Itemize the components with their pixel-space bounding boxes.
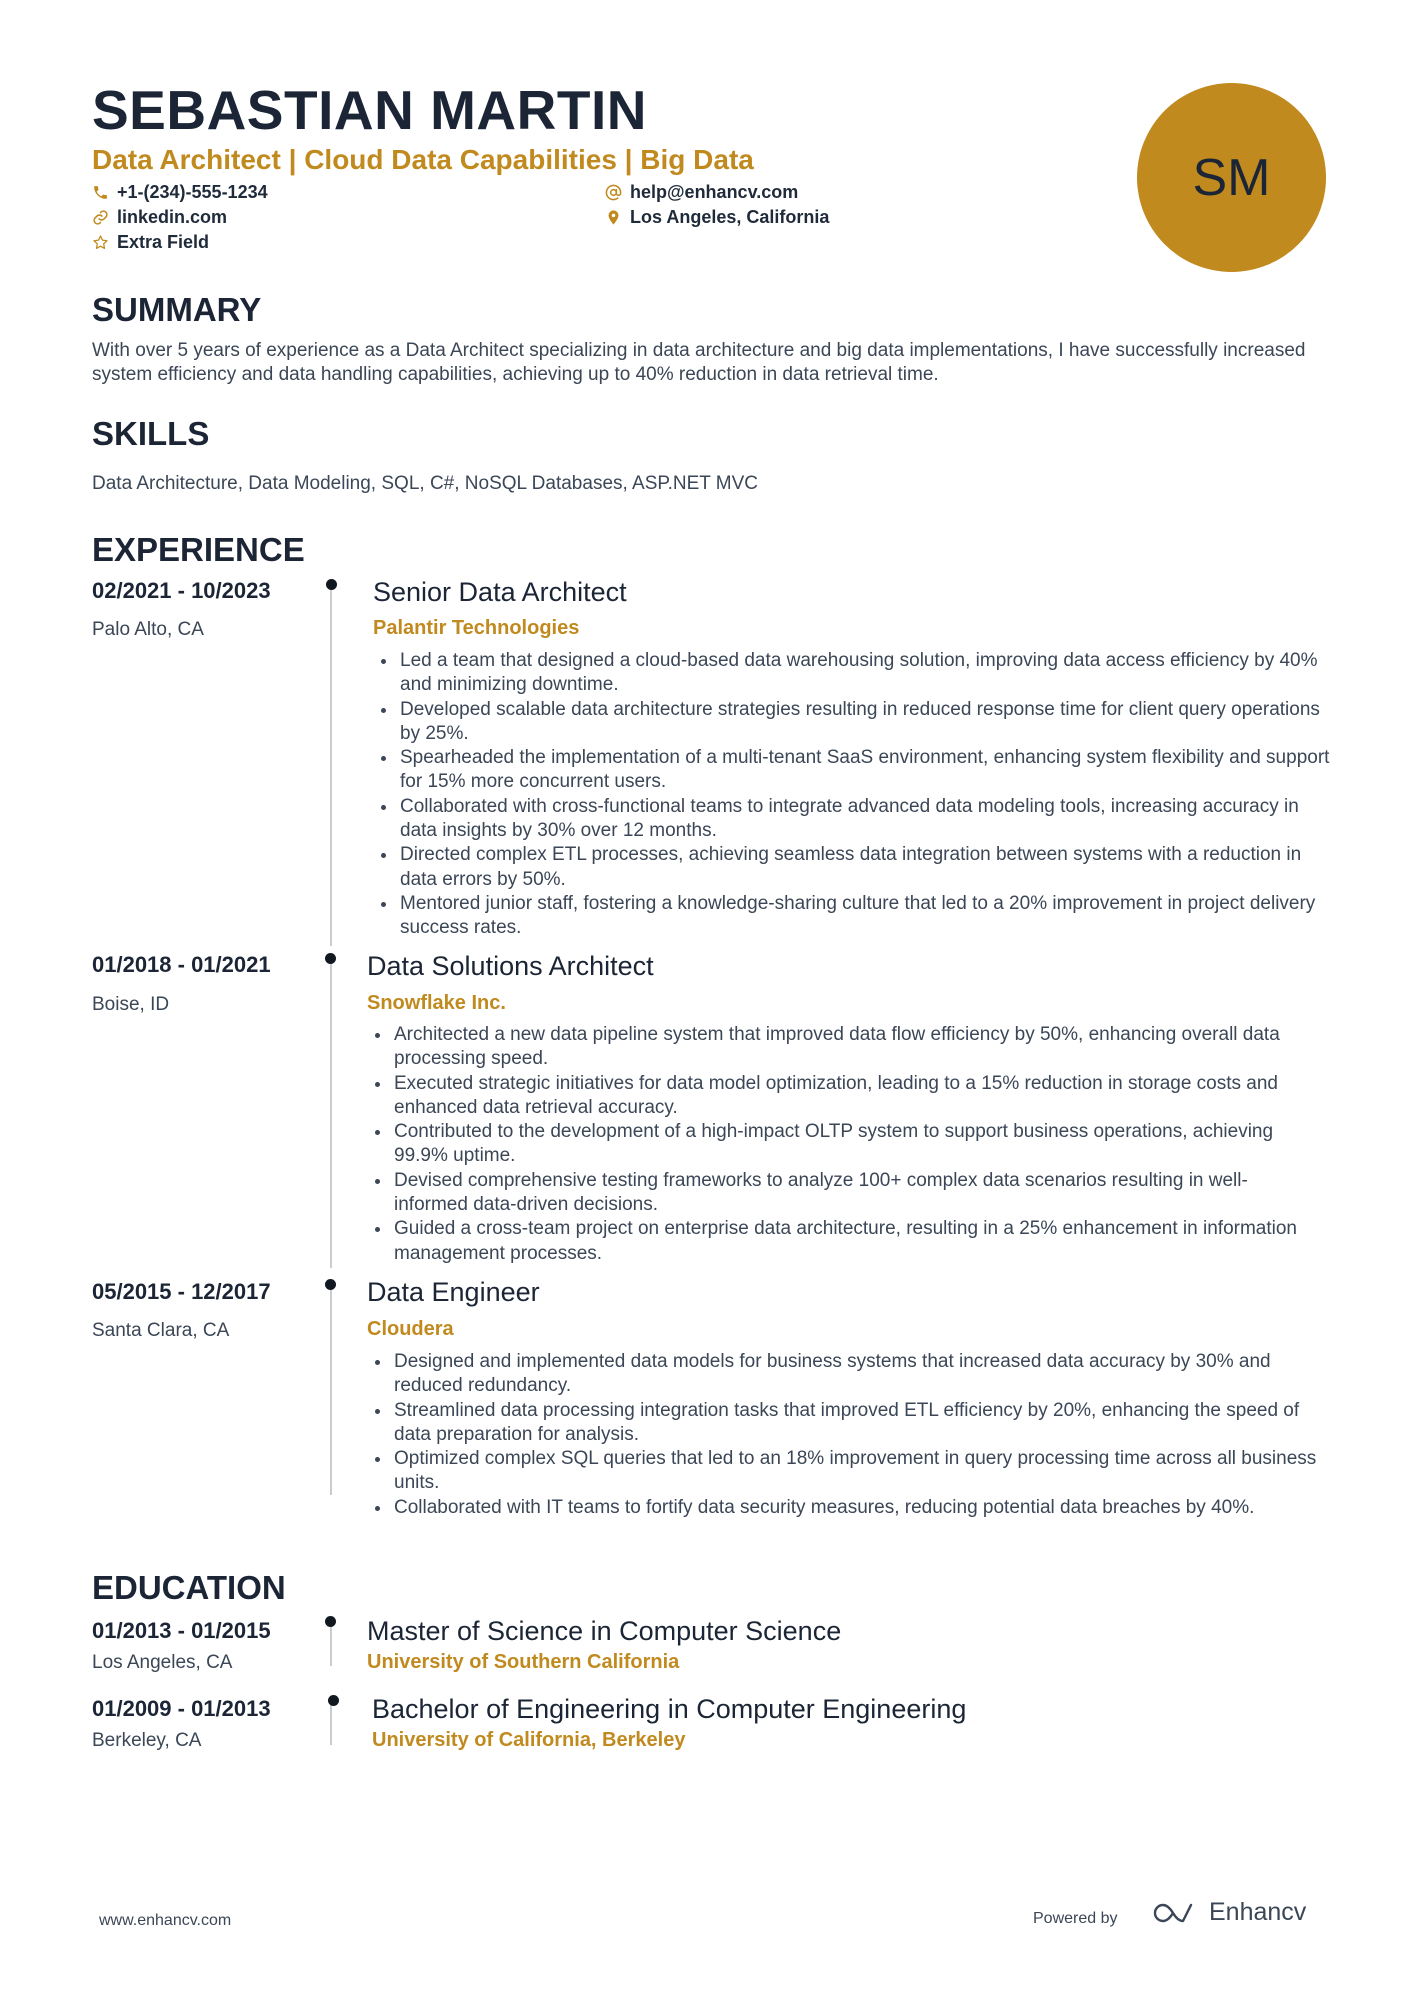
- education-dates: 01/2009 - 01/2013: [92, 1696, 271, 1721]
- education-school: University of California, Berkeley: [372, 1729, 686, 1751]
- location-text: Los Angeles, California: [630, 207, 830, 227]
- list-item: Designed and implemented data models for business systems that increased data accuracy by 30% and reduced redundancy.: [367, 1350, 1333, 1399]
- job-company: Palantir Technologies: [373, 617, 580, 639]
- education-degree: Master of Science in Computer Science: [367, 1616, 842, 1646]
- footer-website[interactable]: www.enhancv.com: [99, 1912, 232, 1929]
- job-role: Senior Data Architect: [373, 577, 627, 607]
- summary-text: With over 5 years of experience as a Data Architect specializing in data architecture and big data implementations, I have successfully increased system efficiency and data handling capabilities, achieving up to 40% reduction in data retrieval time.: [92, 340, 1306, 385]
- education-dates: 01/2013 - 01/2015: [92, 1618, 271, 1643]
- headline: Data Architect | Cloud Data Capabilities | Big Data: [92, 144, 754, 175]
- list-item: Contributed to the development of a high-impact OLTP system to support business operations, achieving 99.9% uptime.: [367, 1120, 1317, 1169]
- job-bullets: [367, 1023, 1317, 1266]
- education-degree: Bachelor of Engineering in Computer Engineering: [372, 1694, 967, 1724]
- education-location: Berkeley, CA: [92, 1730, 202, 1751]
- star-icon: [92, 234, 109, 251]
- job-bullets: [367, 1350, 1333, 1520]
- timeline-line: [330, 1287, 332, 1495]
- job-bullets: [373, 649, 1333, 941]
- timeline-line: [330, 960, 332, 1268]
- timeline-line: [330, 588, 332, 946]
- list-item: Streamlined data processing integration tasks that improved ETL efficiency by 20%, enhancing the speed of data preparation for analysis.: [367, 1399, 1333, 1448]
- list-item: Devised comprehensive testing frameworks to analyze 100+ complex data scenarios resulting in well-informed data-driven decisions.: [367, 1169, 1317, 1218]
- job-role: Data Solutions Architect: [367, 951, 654, 981]
- list-item: Developed scalable data architecture strategies resulting in reduced response time for client query operations by 25%.: [373, 698, 1333, 747]
- contact-email: [605, 182, 798, 203]
- timeline-dot: [325, 1279, 336, 1290]
- timeline-dot: [325, 1616, 336, 1627]
- timeline-dot: [325, 953, 336, 964]
- candidate-name: SEBASTIAN MARTIN: [92, 79, 647, 141]
- contact-linkedin: [92, 207, 227, 228]
- job-dates: 02/2021 - 10/2023: [92, 578, 271, 603]
- timeline-dot: [328, 1695, 339, 1706]
- job-location: Santa Clara, CA: [92, 1320, 230, 1341]
- list-item: Spearheaded the implementation of a multi-tenant SaaS environment, enhancing system flexibility and support for 15% more concurrent users.: [373, 746, 1333, 795]
- list-item: Collaborated with cross-functional teams to integrate advanced data modeling tools, increasing accuracy in data insights by 30% over 12 months.: [373, 795, 1333, 844]
- contact-phone: [92, 182, 268, 203]
- footer-powered-by: Powered by: [1033, 1910, 1118, 1927]
- education-location: Los Angeles, CA: [92, 1652, 233, 1673]
- at-icon: [605, 184, 622, 201]
- phone-icon: [92, 184, 109, 201]
- job-company: Snowflake Inc.: [367, 992, 506, 1014]
- list-item: Directed complex ETL processes, achieving seamless data integration between systems with a reduction in data errors by 50%.: [373, 843, 1333, 892]
- list-item: Led a team that designed a cloud-based data warehousing solution, improving data access efficiency by 40% and minimizing downtime.: [373, 649, 1333, 698]
- list-item: Architected a new data pipeline system that improved data flow efficiency by 50%, enhancing overall data processing speed.: [367, 1023, 1317, 1072]
- phone-text: +1-(234)-555-1234: [117, 182, 268, 202]
- contact-extra: [92, 232, 209, 253]
- enhancv-logo-icon: [1153, 1901, 1199, 1925]
- skills-text: Data Architecture, Data Modeling, SQL, C#, NoSQL Databases, ASP.NET MVC: [92, 473, 759, 494]
- avatar: SM: [1137, 83, 1326, 272]
- enhancv-wordmark: Enhancv: [1209, 1898, 1307, 1926]
- link-icon: [92, 209, 109, 226]
- linkedin-link[interactable]: linkedin.com: [117, 207, 228, 227]
- summary-title: SUMMARY: [92, 291, 262, 328]
- job-dates: 05/2015 - 12/2017: [92, 1279, 271, 1304]
- experience-title: EXPERIENCE: [92, 531, 305, 568]
- timeline-line: [330, 1705, 332, 1745]
- email-link[interactable]: help@enhancv.com: [630, 182, 799, 202]
- contact-location: [605, 207, 829, 228]
- education-school: University of Southern California: [367, 1651, 680, 1673]
- map-pin-icon: [605, 209, 622, 226]
- skills-title: SKILLS: [92, 415, 210, 452]
- job-role: Data Engineer: [367, 1277, 540, 1307]
- job-location: Boise, ID: [92, 994, 170, 1015]
- timeline-dot: [326, 579, 337, 590]
- education-title: EDUCATION: [92, 1569, 286, 1606]
- list-item: Executed strategic initiatives for data model optimization, leading to a 15% reduction in storage costs and enhanced data retrieval accuracy.: [367, 1072, 1317, 1121]
- list-item: Optimized complex SQL queries that led to an 18% improvement in query processing time across all business units.: [367, 1447, 1333, 1496]
- enhancv-logo[interactable]: [1153, 1898, 1306, 1927]
- job-dates: 01/2018 - 01/2021: [92, 952, 271, 977]
- list-item: Collaborated with IT teams to fortify data security measures, reducing potential data breaches by 40%.: [367, 1496, 1333, 1520]
- list-item: Mentored junior staff, fostering a knowledge-sharing culture that led to a 20% improvement in project delivery success rates.: [373, 892, 1333, 941]
- extra-field-text: Extra Field: [117, 232, 210, 252]
- job-location: Palo Alto, CA: [92, 619, 204, 640]
- list-item: Guided a cross-team project on enterprise data architecture, resulting in a 25% enhancement in information management processes.: [367, 1217, 1317, 1266]
- timeline-line: [330, 1626, 332, 1666]
- job-company: Cloudera: [367, 1318, 454, 1340]
